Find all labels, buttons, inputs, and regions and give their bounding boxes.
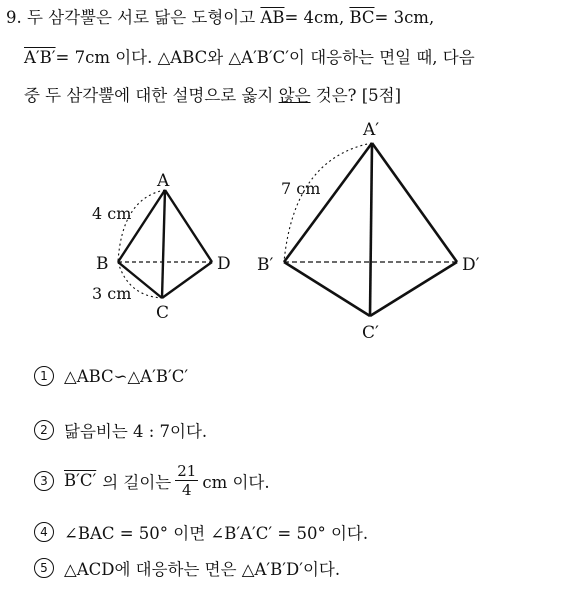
segment-apbp: A′B′ [24, 48, 56, 67]
option-5[interactable] [34, 556, 340, 580]
small-vertex-d: D [217, 254, 231, 274]
option-number: 3 [34, 471, 54, 491]
large-edge-ab [284, 143, 372, 262]
small-edge-ad [165, 190, 212, 262]
large-edge-cd [370, 262, 457, 316]
small-edge-ac [162, 190, 165, 298]
option-2[interactable] [34, 418, 207, 442]
large-edge-bc [284, 262, 370, 316]
option-3[interactable] [34, 462, 270, 499]
option-1[interactable] [34, 366, 188, 386]
small-label-ab: 4 cm [92, 204, 132, 223]
large-vertex-d: D′ [462, 255, 480, 275]
option-text-pre: 의 길이는 [102, 472, 172, 492]
large-pyramid-labels [257, 120, 480, 343]
question-emphasis: 않은 [278, 86, 311, 105]
bc-length: = 3cm, [374, 8, 435, 27]
large-label-ab: 7 cm [281, 179, 321, 198]
question-number: 9. [6, 8, 22, 27]
option-number: 1 [34, 366, 54, 386]
option-text: 닮음비는 4 : 7이다. [64, 422, 208, 441]
small-vertex-b: B [96, 254, 109, 274]
option-number: 5 [34, 558, 54, 578]
question-text-2: = 7cm 이다. △ABC와 △A′B′C′이 대응하는 면일 때, 다음 [55, 48, 475, 67]
option-4[interactable] [34, 520, 368, 544]
small-vertex-c: C [156, 303, 170, 323]
small-vertex-a: A [157, 171, 170, 191]
fraction-denominator: 4 [182, 481, 192, 499]
large-pyramid [284, 143, 457, 316]
large-vertex-b: B′ [257, 255, 274, 275]
fraction [175, 462, 198, 499]
ab-length: = 4cm, [284, 8, 345, 27]
large-edge-ac [370, 143, 372, 316]
large-edge-ad [372, 143, 457, 262]
small-pyramid [118, 190, 212, 298]
large-vertex-a: A′ [363, 120, 380, 140]
small-label-bc: 3 cm [92, 284, 132, 303]
option-text: ∠BAC = 50° 이면 ∠B′A′C′ = 50° 이다. [64, 524, 369, 543]
question-text-1: 두 삼각뿔은 서로 닮은 도형이고 [27, 8, 256, 27]
fraction-numerator: 21 [177, 462, 197, 480]
segment-bpcp: B′C′ [64, 471, 97, 490]
option-text: △ABC∽△A′B′C′ [64, 366, 189, 386]
small-edge-cd [162, 262, 212, 298]
option-text: △ACD에 대응하는 면은 △A′B′D′이다. [64, 560, 341, 579]
large-vertex-c: C′ [362, 323, 379, 343]
segment-bc: $\overline{BC}$ [349, 8, 375, 27]
question-text-3: 중 두 삼각뿔에 대한 설명으로 옳지 [24, 86, 274, 105]
segment-ab: $\overline{AB}$ [260, 8, 285, 27]
question-text-4: 것은? [5점] [315, 86, 402, 105]
option-number: 2 [34, 420, 54, 440]
option-number: 4 [34, 522, 54, 542]
option-text-post: cm 이다. [202, 472, 270, 492]
